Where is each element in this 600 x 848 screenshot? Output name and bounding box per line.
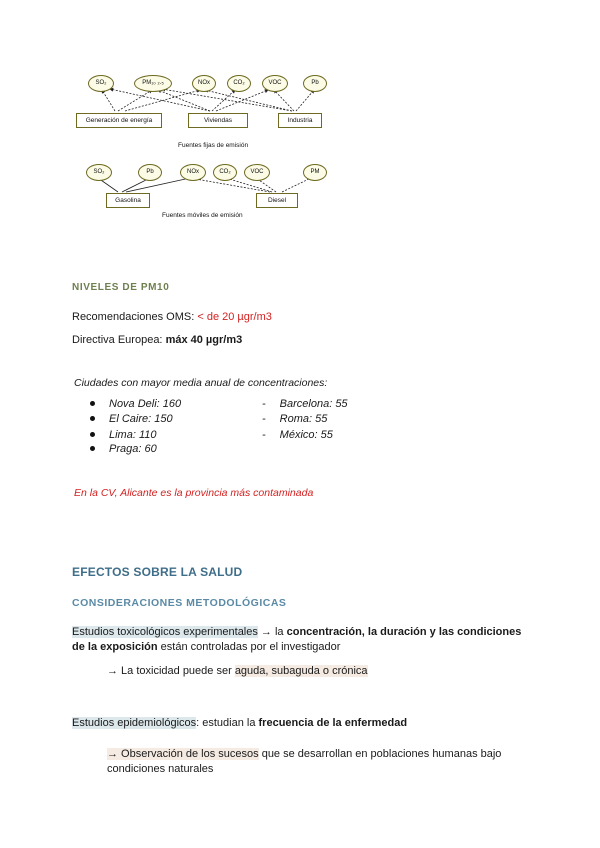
pollutant-so2-mobile: SO₂ xyxy=(86,164,112,181)
directiva-line xyxy=(72,333,242,348)
oms-label: Recomendaciones OMS: xyxy=(72,311,195,323)
epi-sub-1 xyxy=(107,747,501,762)
tox-sub-prefix: → La toxicidad puede ser xyxy=(107,665,235,677)
pollutant-nox: NOx xyxy=(192,75,216,92)
bullet-icon xyxy=(90,416,95,421)
city-item: Lima: 110 xyxy=(90,429,157,441)
pollutant-so2: SO₂ xyxy=(88,75,114,92)
dash-icon: - xyxy=(262,429,266,441)
directiva-label: Directiva Europea: xyxy=(72,334,163,346)
dash-icon: - xyxy=(262,398,266,410)
city-item: - Roma: 55 xyxy=(262,413,328,425)
oms-value: < de 20 µgr/m3 xyxy=(197,311,272,323)
epi-mid: : estudian la xyxy=(196,717,259,729)
mobile-sources-caption: Fuentes móviles de emisión xyxy=(162,212,243,219)
pollutant-nox-mobile: NOx xyxy=(180,164,206,181)
epi-label: Estudios epidemiológicos xyxy=(72,717,197,729)
tox-sub xyxy=(107,664,368,679)
emission-sources-diagram xyxy=(70,62,330,232)
bullet-icon xyxy=(90,432,95,437)
city-item: El Caire: 150 xyxy=(90,413,173,425)
tox-label: Estudios toxicológicos experimentales xyxy=(72,626,258,638)
city-item: Praga: 60 xyxy=(90,443,157,455)
pollutant-voc: VOC xyxy=(262,75,288,92)
cv-note: En la CV, Alicante es la provincia más contaminada xyxy=(74,487,314,499)
dash-icon: - xyxy=(262,413,266,425)
tox-line-1 xyxy=(72,625,521,640)
oms-line xyxy=(72,310,272,325)
city-item: - Barcelona: 55 xyxy=(262,398,348,410)
tox-rest: están controladas por el investigador xyxy=(157,641,341,653)
epi-sub-highlight: → Observación de los sucesos xyxy=(107,748,259,760)
epi-bold: frecuencia de la enfermedad xyxy=(258,717,408,729)
source-generacion-energia: Generación de energía xyxy=(76,113,162,128)
source-viviendas: Viviendas xyxy=(188,113,248,128)
epi-sub-2: condiciones naturales xyxy=(107,763,214,775)
city-item: Nova Deli: 160 xyxy=(90,398,181,410)
source-industria: Industria xyxy=(278,113,322,128)
bullet-icon xyxy=(90,446,95,451)
pollutant-pb: Pb xyxy=(303,75,327,92)
bullet-icon xyxy=(90,401,95,406)
directiva-value: máx 40 µgr/m3 xyxy=(165,334,243,346)
ciudades-intro: Ciudades con mayor media anual de concentraciones: xyxy=(74,377,328,389)
fixed-sources-caption: Fuentes fijas de emisión xyxy=(178,142,249,149)
tox-line-2 xyxy=(72,640,340,655)
pollutant-voc-mobile: VOC xyxy=(244,164,270,181)
city-item: - México: 55 xyxy=(262,429,333,441)
pollutant-co2-mobile: CO₂ xyxy=(213,164,237,181)
tox-arrow: → la xyxy=(257,626,287,638)
tox-bold: concentración, la duración y las condiciones xyxy=(286,626,522,638)
efectos-heading: EFECTOS SOBRE LA SALUD xyxy=(72,565,243,579)
source-gasolina: Gasolina xyxy=(106,193,150,208)
tox-sub-highlight: aguda, subaguda o crónica xyxy=(234,665,368,677)
pollutant-pm-mobile: PM xyxy=(303,164,327,181)
niveles-heading: NIVELES DE PM10 xyxy=(72,282,170,293)
pollutant-pb-mobile: Pb xyxy=(138,164,162,181)
consideraciones-heading: CONSIDERACIONES METODOLÓGICAS xyxy=(72,597,287,609)
pollutant-pm: PM₁₀ ₂.₅ xyxy=(134,75,172,92)
source-diesel: Diesel xyxy=(256,193,298,208)
pollutant-co2: CO₂ xyxy=(227,75,251,92)
tox-bold-2: de la exposición xyxy=(72,641,158,653)
epi-line xyxy=(72,716,407,731)
epi-sub-rest: que se desarrollan en poblaciones humanas bajo xyxy=(258,748,502,760)
